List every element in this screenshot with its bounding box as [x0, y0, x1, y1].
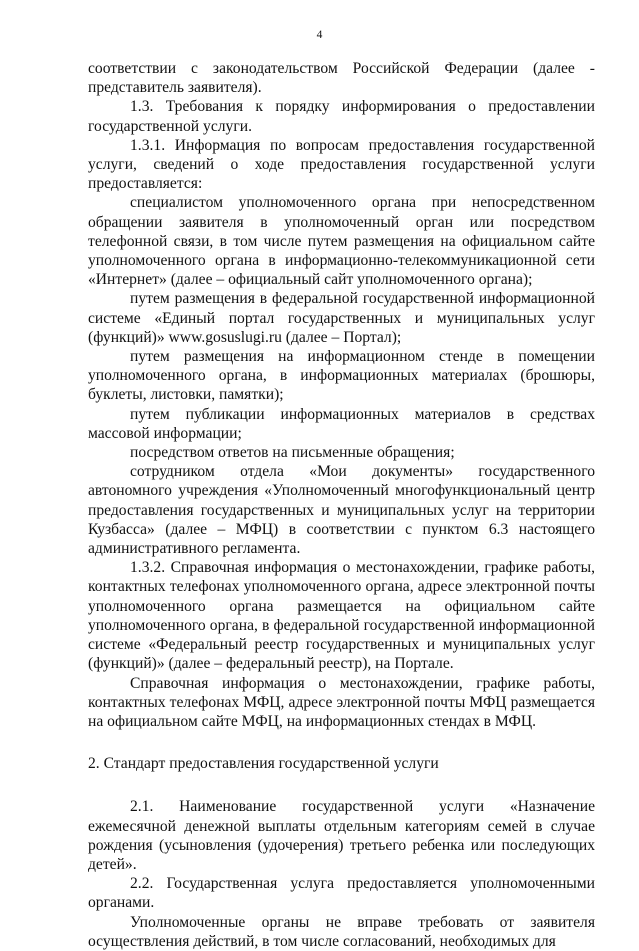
paragraph-2-1: 2.1. Наименование государственной услуги «Назначение ежемесячной денежной выплаты отдельным категориям семей в случае рождения (усыновления (удочерения) третьего ребенка или последующих детей».: [88, 798, 595, 873]
document-body: [88, 59, 595, 951]
paragraph-1-3-2: 1.3.2. Справочная информация о местонахождении, графике работы, контактных телефонах уполномоченного органа, адресе электронной почты уполномоченного органа размещается на официальном сайте уполномоченного органа, в федеральной государственной информационной системе «Федеральный реестр государственных и муниципальных услуг (функций)» (далее – федеральный реестр), на Портале.: [88, 559, 595, 673]
section-heading: 2. Стандарт предоставления государственной услуги: [88, 755, 439, 773]
paragraph-2-2: 2.2. Государственная услуга предоставляется уполномоченными органами.: [88, 875, 595, 912]
paragraph-1-3: 1.3. Требования к порядку информирования о предоставлении государственной услуги.: [88, 98, 595, 135]
paragraph-1-3-1: 1.3.1. Информация по вопросам предоставления государственной услуги, сведений о ходе предоставления государственной услуги предоставляется:: [88, 136, 595, 193]
paragraph: путем публикации информационных материалов в средствах массовой информации;: [88, 405, 595, 442]
paragraph: Справочная информация о местонахождении, графике работы, контактных телефонах МФЦ, адресе электронной почты МФЦ размещается на официальном сайте МФЦ, на информационных стендах в МФЦ.: [88, 674, 595, 730]
paragraph: соответствии с законодательством Российской Федерации (далее - представитель заявителя).: [88, 60, 595, 97]
page-number: 4: [316, 29, 323, 41]
paragraph: сотрудником отдела «Мои документы» государственного автономного учреждения «Уполномоченный многофункциональный центр предоставления государственных и муниципальных услуг на территории Кузбасса» (далее – МФЦ) в соответствии с пунктом 6.3 настоящего административного регламента.: [88, 463, 595, 558]
paragraph: специалистом уполномоченного органа при непосредственном обращении заявителя в уполномоченный орган или посредством телефонной связи, в том числе путем размещения на официальном сайте уполномоченного органа в информационно-телекоммуникационной сети «Интернет» (далее – официальный сайт уполномоченного органа);: [88, 194, 595, 289]
paragraph: путем размещения на информационном стенде в помещении уполномоченного органа, в информационных материалах (брошюры, буклеты, листовки, памятки);: [88, 348, 595, 404]
paragraph: посредством ответов на письменные обращения;: [130, 444, 455, 462]
paragraph: путем размещения в федеральной государственной информационной системе «Единый портал государственных и муниципальных услуг (функций)» www.gosuslugi.ru (далее – Портал);: [88, 290, 595, 346]
paragraph: Уполномоченные органы не вправе требовать от заявителя осуществления действий, в том числе согласований, необходимых для: [88, 913, 595, 950]
